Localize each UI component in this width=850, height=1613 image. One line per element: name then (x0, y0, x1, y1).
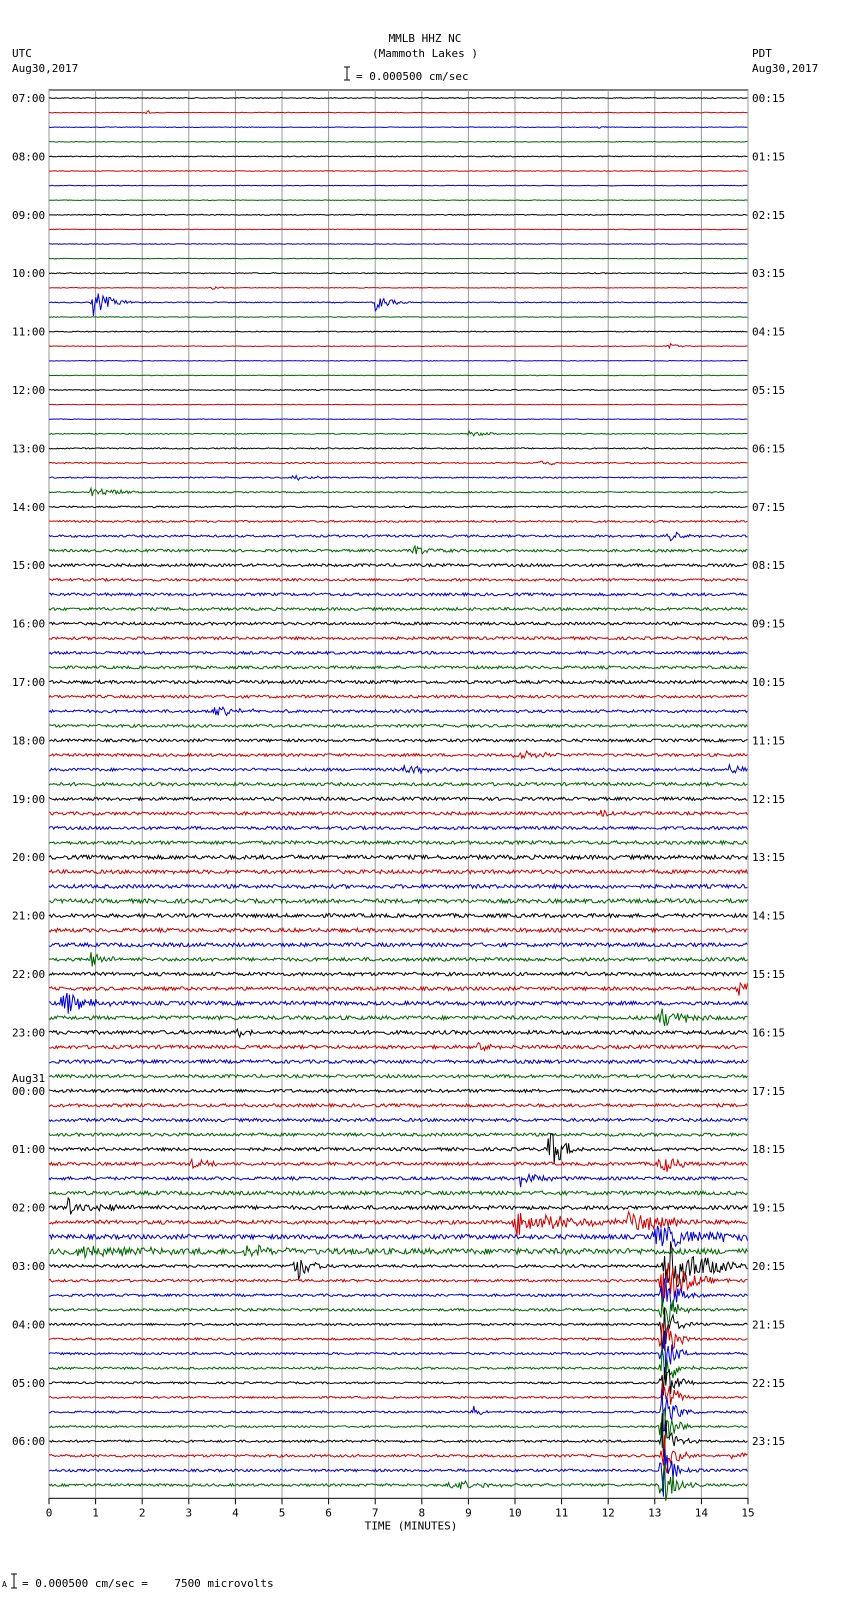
seismic-trace-row (49, 1159, 747, 1172)
seismic-trace-row (49, 287, 747, 289)
seismic-trace-row (49, 1245, 747, 1257)
x-tick-label: 12 (601, 1506, 615, 1520)
left-time-label: 05:00 (12, 1376, 46, 1390)
seismic-trace-row (49, 1308, 747, 1353)
seismic-trace-row (49, 1297, 747, 1324)
left-time-label: 11:00 (12, 325, 46, 339)
seismic-trace-row (49, 200, 747, 201)
seismic-trace-row (49, 1029, 747, 1037)
left-date-label: Aug31 (12, 1071, 46, 1085)
seismic-trace-row (49, 751, 747, 758)
seismic-trace-row (49, 765, 747, 773)
right-time-label: 07:15 (752, 500, 786, 514)
seismic-trace-row (49, 1278, 747, 1307)
seismic-trace-row (49, 1462, 747, 1501)
right-time-label: 14:15 (752, 909, 786, 923)
seismic-trace-row (49, 885, 747, 889)
seismic-trace-row (49, 993, 747, 1014)
seismic-trace-row (49, 841, 747, 845)
seismic-trace-row (49, 783, 747, 786)
seismic-trace-row (49, 797, 747, 800)
x-tick-label: 7 (371, 1506, 379, 1520)
seismic-trace-row (49, 1174, 747, 1187)
seismic-trace-row (49, 390, 747, 391)
left-time-label: 12:00 (12, 384, 46, 397)
left-time-label: 19:00 (12, 792, 46, 806)
seismic-trace-row (49, 952, 747, 966)
seismic-trace-row (49, 1226, 747, 1246)
grid-lines (49, 90, 748, 1498)
left-time-label: 23:00 (12, 1026, 46, 1040)
right-time-label: 17:15 (752, 1084, 786, 1098)
seismic-trace-row (49, 1133, 747, 1136)
seismic-trace-row (49, 928, 747, 932)
seismic-trace-row (49, 476, 747, 481)
seismic-trace-row (49, 899, 747, 903)
seismic-trace-row (49, 532, 747, 540)
seismic-trace-row (49, 1367, 747, 1395)
right-time-label: 15:15 (752, 968, 786, 981)
x-axis (46, 1498, 755, 1519)
seismic-trace-row (49, 579, 747, 582)
seismic-trace-row (49, 1134, 747, 1164)
footer-scale-bar-icon (11, 1574, 17, 1588)
left-time-label: 02:00 (12, 1201, 46, 1215)
seismic-trace-row (49, 608, 747, 611)
right-time-label: 20:15 (752, 1260, 786, 1273)
seismic-trace-row (49, 666, 747, 669)
right-time-label: 22:15 (752, 1376, 786, 1390)
seismic-trace-row (49, 943, 747, 947)
seismic-trace-row (49, 1198, 747, 1215)
seismic-trace-row (49, 1263, 747, 1303)
left-time-label: 22:00 (12, 968, 46, 981)
left-time-label: 21:00 (12, 909, 46, 923)
right-time-label: 00:15 (752, 92, 786, 105)
right-time-label: 12:15 (752, 792, 786, 806)
seismic-trace-row (49, 448, 747, 449)
x-tick-label: 10 (508, 1506, 522, 1520)
seismic-trace-row (49, 546, 747, 554)
left-date: Aug30,2017 (12, 62, 79, 75)
scale-bar-icon (344, 67, 350, 80)
seismic-trace-row (49, 1104, 747, 1107)
x-tick-label: 1 (92, 1506, 99, 1520)
seismic-trace-row (49, 127, 747, 129)
right-time-label: 21:15 (752, 1318, 786, 1332)
seismic-trace-row (49, 520, 747, 522)
location-title: (Mammoth Lakes ) (372, 47, 478, 60)
seismic-trace-row (49, 214, 747, 215)
seismic-trace-row (49, 739, 747, 742)
right-time-label: 18:15 (752, 1143, 786, 1157)
scale-label: = 0.000500 cm/sec (356, 70, 469, 83)
right-time-label: 10:15 (752, 676, 786, 689)
x-tick-label: 2 (138, 1506, 146, 1520)
seismic-trace-row (49, 111, 747, 114)
left-time-label: 10:00 (12, 267, 46, 281)
x-tick-label: 9 (465, 1506, 472, 1520)
left-time-label: 01:00 (12, 1143, 46, 1157)
seismic-trace-row (49, 1009, 747, 1026)
right-time-label: 08:15 (752, 559, 786, 573)
x-tick-label: 4 (232, 1506, 239, 1520)
right-time-label: 13:15 (752, 851, 786, 865)
right-time-label: 19:15 (752, 1201, 786, 1215)
seismic-trace-row (49, 244, 747, 245)
seismic-trace-row (49, 622, 747, 625)
seismic-trace-row (49, 1075, 747, 1078)
right-time-label: 06:15 (752, 442, 786, 456)
left-time-label: 17:00 (12, 676, 46, 689)
seismic-trace-row (49, 375, 747, 376)
seismic-trace-row (49, 294, 747, 316)
seismic-trace-row (49, 1413, 747, 1457)
seismic-trace-row (49, 361, 747, 362)
left-time-label: 08:00 (12, 150, 46, 164)
seismic-trace-row (49, 1331, 747, 1373)
seismic-trace-row (49, 855, 747, 859)
seismic-trace-row (49, 972, 747, 976)
seismic-trace-row (49, 1191, 747, 1195)
left-time-label: 00:00 (12, 1084, 46, 1098)
right-time-label: 11:15 (752, 734, 786, 748)
right-time-label: 23:15 (752, 1435, 786, 1449)
right-timezone: PDT (752, 47, 772, 60)
seismic-trace-row (49, 171, 747, 172)
seismic-trace-row (49, 1409, 747, 1448)
left-time-label: 14:00 (12, 500, 46, 514)
x-tick-label: 3 (185, 1506, 193, 1520)
x-tick-label: 6 (325, 1506, 332, 1520)
seismic-trace-row (49, 258, 747, 259)
right-time-label: 01:15 (752, 150, 786, 164)
footer-scale-label: = 0.000500 cm/sec = 7500 microvolts (22, 1577, 274, 1590)
left-time-label: 20:00 (12, 851, 46, 865)
seismic-trace-row (49, 870, 747, 874)
x-tick-label: 15 (741, 1506, 755, 1520)
seismic-trace-row (49, 1060, 747, 1064)
left-time-label: 04:00 (12, 1318, 46, 1332)
left-time-label: 07:00 (12, 92, 46, 105)
seismic-trace-row (49, 431, 747, 436)
seismic-trace-row (49, 317, 747, 318)
seismic-trace-row (49, 506, 747, 508)
seismic-trace-row (49, 488, 747, 496)
seismic-trace-row (49, 724, 747, 727)
seismic-trace-row (49, 461, 747, 465)
seismic-trace-row (49, 229, 747, 230)
plot-frame (49, 90, 748, 1498)
right-date: Aug30,2017 (752, 62, 819, 75)
seismic-trace-row (49, 404, 747, 405)
seismic-trace-row (49, 651, 747, 654)
left-timezone: UTC (12, 47, 32, 60)
seismic-trace-row (49, 637, 747, 640)
seismic-trace-row (49, 810, 747, 816)
x-tick-label: 11 (554, 1506, 569, 1520)
seismic-trace-row (49, 564, 747, 567)
seismic-trace-row (49, 1389, 747, 1431)
left-time-label: 18:00 (12, 734, 46, 748)
x-tick-label: 0 (45, 1506, 53, 1520)
seismic-trace-row (49, 695, 747, 698)
seismic-trace-row (49, 98, 747, 99)
seismic-trace-row (49, 1043, 747, 1051)
seismic-trace-row (49, 273, 747, 274)
x-tick-label: 14 (694, 1506, 709, 1520)
x-tick-label: 5 (278, 1506, 286, 1520)
x-tick-label: 13 (648, 1506, 662, 1520)
seismic-trace-row (49, 331, 747, 332)
seismic-trace-row (49, 185, 747, 186)
station-title: MMLB HHZ NC (388, 32, 462, 45)
seismic-trace-row (49, 419, 747, 420)
seismic-trace-row (49, 1212, 747, 1236)
right-time-label: 04:15 (752, 325, 786, 339)
right-time-label: 03:15 (752, 267, 786, 281)
seismic-trace-row (49, 1323, 747, 1351)
seismic-trace-row (49, 1383, 747, 1404)
left-time-label: 15:00 (12, 559, 46, 573)
seismic-trace-row (49, 826, 747, 829)
left-time-label: 03:00 (12, 1260, 46, 1273)
right-time-label: 16:15 (752, 1026, 786, 1040)
footer-prefix: A (2, 1580, 7, 1589)
seismic-trace-row (49, 344, 747, 348)
left-time-label: 16:00 (12, 617, 46, 631)
seismic-trace-row (49, 914, 747, 918)
seismic-trace-row (49, 707, 747, 715)
seismic-trace-row (49, 156, 747, 157)
left-time-label: 13:00 (12, 442, 46, 456)
left-time-label: 06:00 (12, 1435, 46, 1449)
seismic-trace-row (49, 680, 747, 683)
seismic-trace-row (49, 593, 747, 596)
seismic-trace-row (49, 1089, 747, 1092)
right-time-label: 02:15 (752, 208, 786, 222)
seismic-trace-row (49, 1118, 747, 1121)
seismic-trace-row (49, 142, 747, 143)
x-axis-label: TIME (MINUTES) (364, 1519, 458, 1533)
left-time-label: 09:00 (12, 208, 46, 222)
right-time-label: 09:15 (752, 617, 786, 631)
seismic-trace-row (49, 983, 747, 996)
x-tick-label: 8 (418, 1506, 426, 1520)
seismic-traces (49, 98, 747, 1501)
right-time-label: 05:15 (752, 384, 786, 397)
